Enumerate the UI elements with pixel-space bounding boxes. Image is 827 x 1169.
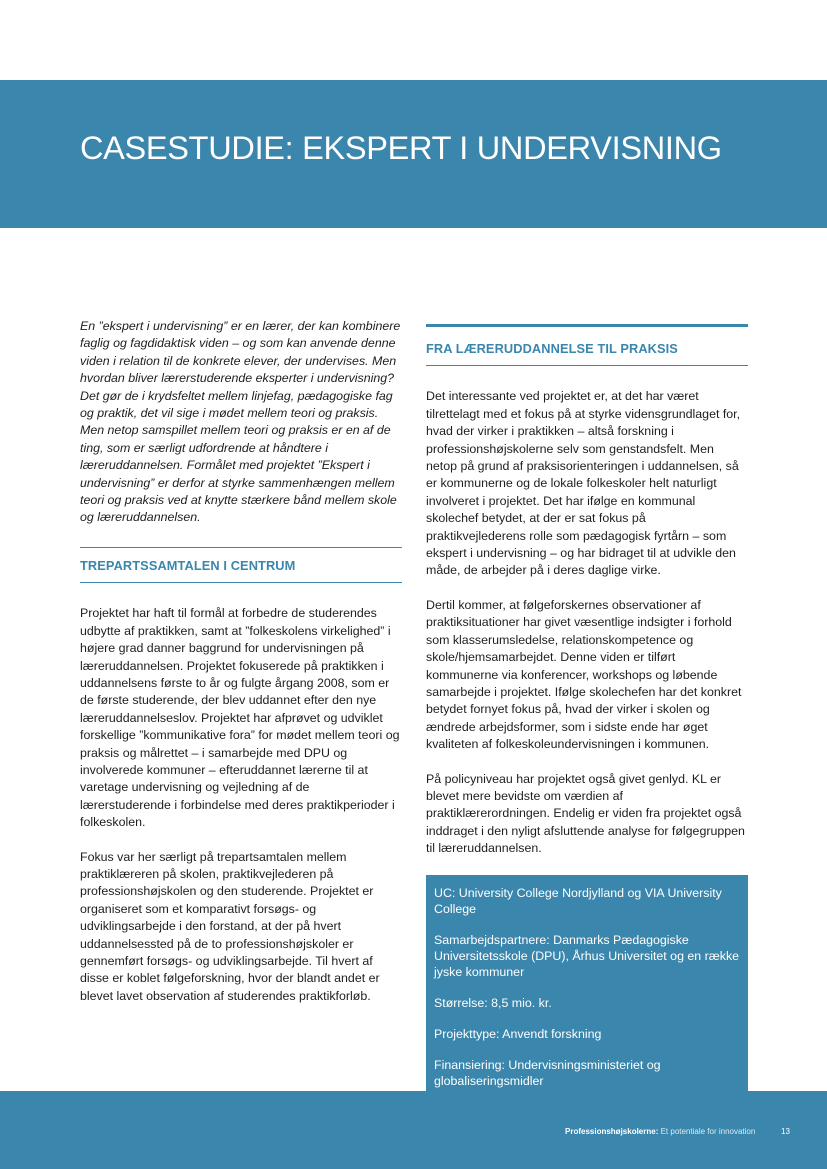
page-title: CASESTUDIE: EKSPERT I UNDERVISNING xyxy=(80,130,722,166)
project-info-box xyxy=(426,875,748,1102)
info-funding: Finansiering: Undervisningsministeriet og globaliseringsmidler xyxy=(434,1057,661,1088)
info-project-type: Projekttype: Anvendt forskning xyxy=(434,1026,602,1041)
body-paragraph: Projektet har haft til formål at forbedre de studerendes udbytte af praktikken, samt at ”folkeskolens virkelighed” i højere grad danner baggrund for undervisningen på læreruddannelsen. Projektet fokuserede på praktikken i uddannelsens første to år og fulgte årgang 2008, som er de første studerende, der blev uddannet efter den nye læreruddannelseslov. Projektet har afprøvet og udviklet forskellige ”kommunikative fora” for mødet mellem teori og praksis og målrettet – i samarbejde med DPU og involverede kommuner – efteruddannet lærerne til at varetage undervisning og vejledning af de lærerstuderende i forbindelse med deres praktikperioder i folkeskolen. xyxy=(80,606,400,830)
footer-publication-bold: Professionshøjskolerne: xyxy=(565,1127,659,1136)
section-heading-trepartssamtalen: TREPARTSSAMTALEN I CENTRUM xyxy=(80,547,402,583)
info-partners: Samarbejdspartnere: Danmarks Pædagogiske Universitetsskole (DPU), Århus Universitet og en række jyske kommuner xyxy=(434,932,740,979)
info-uc: UC: University College Nordjylland og VIA University College xyxy=(434,885,722,916)
body-paragraph: På policyniveau har projektet også givet genlyd. KL er blevet mere bevidste om værdien af praktiklærerordningen. Endelig er viden fra projektet også inddraget i den nyligt afsluttende analyse for følgegruppen til læreruddannelsen. xyxy=(426,771,745,856)
footer-publication-title xyxy=(565,1127,755,1136)
body-paragraph: Fokus var her særligt på trepartsamtalen mellem praktiklæreren på skolen, praktikvejlederen på professionshøjskolen og den studerende. Projektet er organiseret som et komparativt forsøgs- og udviklingsarbejde i den forstand, at der på hvert uddannelsessted på de to professionshøjskoler er gennemført forsøgs- og udviklingsarbejde. Til hvert af disse er koblet følgeforskning, hvor der blandt andet er blevet lavet observation af studerendes praktikforløb. xyxy=(80,849,380,1003)
info-size: Størrelse: 8,5 mio. kr. xyxy=(434,995,552,1010)
right-column xyxy=(426,324,748,1102)
body-paragraph: Det interessante ved projektet er, at det har været tilrettelagt med et fokus på at styrke vidensgrundlaget for, hvad der virker i praktikken – altså forskning i professionshøjskolerne selv som genstandsfelt. Men netop på grund af praksisorienteringen i uddannelsen, så er kommunerne og de lokale folkeskoler helt naturligt involveret i projektet. Det har ifølge en kommunal skolechef betydet, at der er sat fokus på praktikvejlederens rolle som pædagogisk fyrtårn – som ekspert i undervisning – og har bidraget til at udvikle den måde, de arbejder på i deres daglige virke. xyxy=(426,389,741,578)
section-heading-fra-laereruddannelse: FRA LÆRERUDDANNELSE TIL PRAKSIS xyxy=(426,324,748,366)
left-column xyxy=(80,318,402,1022)
intro-paragraph: En ”ekspert i undervisning” er en lærer, der kan kombinere faglig og fagdidaktisk viden – og som kan anvende denne viden i relation til de konkrete elever, der undervises. Men hvordan bliver lærerstuderende eksperter i undervisning? Det gør de i krydsfeltet mellem linjefag, pædagogiske fag og praktik, det vil sige i mødet mellem teori og praksis. Men netop samspillet mellem teori og praksis er en af de ting, som er særligt udfordrende at håndtere i læreruddannelsen. Formålet med projektet ”Ekspert i undervisning” er derfor at styrke sammenhængen mellem teori og praksis ved at knytte stærkere bånd mellem skole og læreruddannelsen. xyxy=(80,319,401,525)
footer-publication-rest: Et potentiale for innovation xyxy=(658,1127,756,1136)
body-paragraph: Dertil kommer, at følgeforskernes observationer af praktiksituationer har givet væsentlige indsigter i forhold som klasserumsledelse, relationskompetence og skole/hjemsamarbejdet. Denne viden er tilført kommunerne via konferencer, workshops og løbende samarbejde i projektet. Ifølge skolechefen har det konkret betydet fornyet fokus på, hvad der virker i skolen og ændrede arbejdsformer, som i sidste ende har øget kvaliteten af folkeskoleundervisningen i kommunen. xyxy=(426,597,742,752)
page-number: 13 xyxy=(781,1127,790,1136)
